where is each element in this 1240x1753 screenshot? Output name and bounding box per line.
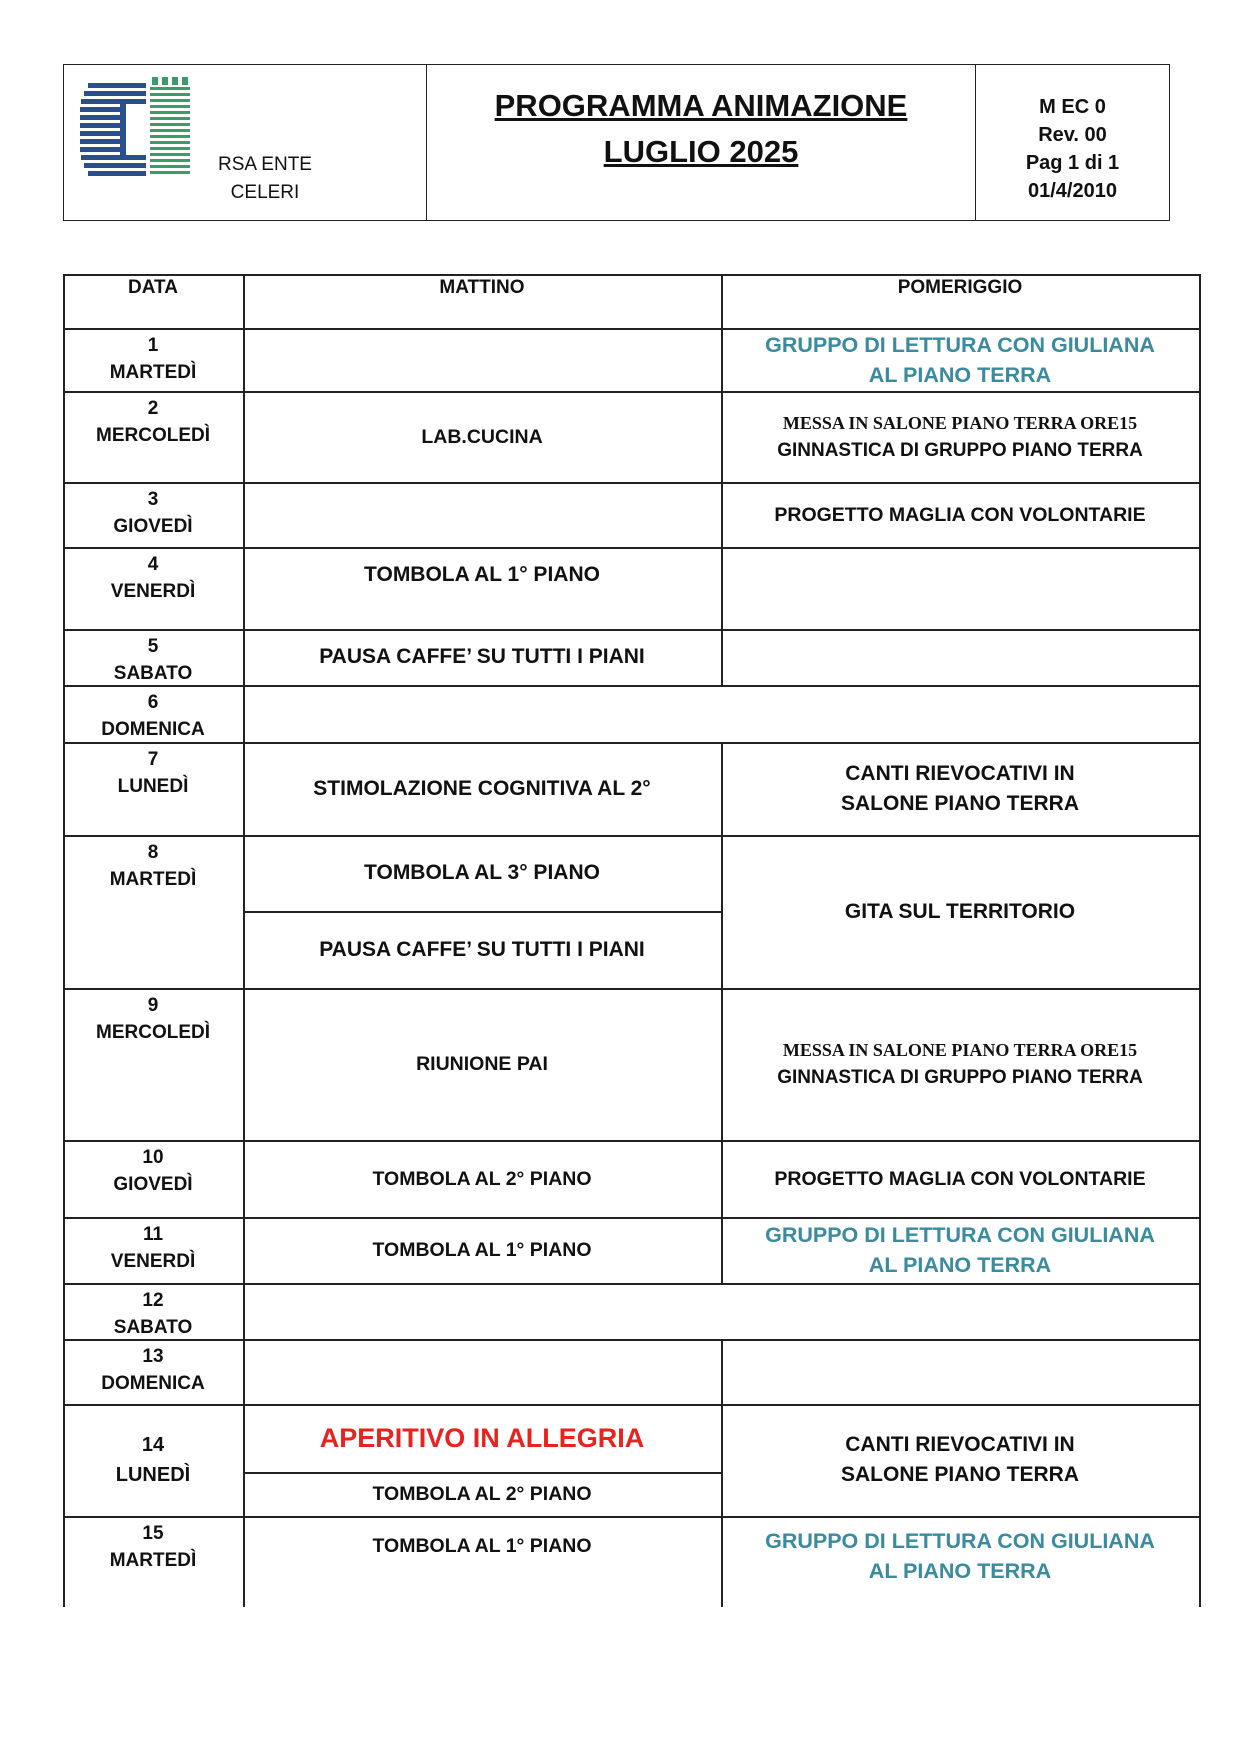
morning-activity: TOMBOLA AL 1° PIANO [372,1239,592,1261]
morning-activity: PAUSA CAFFE’ SU TUTTI I PIANI [319,937,645,961]
date-cell: 10 GIOVEDÌ [113,1147,193,1195]
doc-page: Pag 1 di 1 [1025,152,1120,174]
column-header-mattino: MATTINO [439,277,525,298]
date-cell: 12 SABATO [113,1290,193,1338]
afternoon-activity: MESSA IN SALONE PIANO TERRA ORE15 GINNASTICA DI GRUPPO PIANO TERRA [777,1040,1143,1088]
date-cell: 6 DOMENICA [101,692,205,740]
date-cell: 2 MERCOLEDÌ [96,398,210,446]
morning-activity: TOMBOLA AL 3° PIANO [364,861,600,884]
date-cell: 15 MARTEDÌ [109,1523,197,1571]
morning-activity: TOMBOLA AL 1° PIANO [372,1535,592,1557]
morning-activity-highlight: APERITIVO IN ALLEGRIA [319,1423,645,1453]
afternoon-activity: CANTI RIEVOCATIVI IN SALONE PIANO TERRA [840,1433,1079,1486]
morning-activity: TOMBOLA AL 2° PIANO [372,1483,592,1505]
schedule-table [63,274,1200,1607]
doc-revision: Rev. 00 [1038,124,1107,146]
organization-name-line: RSA ENTE [218,154,312,175]
afternoon-activity: CANTI RIEVOCATIVI IN SALONE PIANO TERRA [840,761,1079,815]
morning-activity: TOMBOLA AL 2° PIANO [372,1167,592,1190]
date-cell: 9 MERCOLEDÌ [96,995,210,1043]
afternoon-activity: MESSA IN SALONE PIANO TERRA ORE15 GINNASTICA DI GRUPPO PIANO TERRA [777,412,1143,461]
afternoon-activity: PROGETTO MAGLIA CON VOLONTARIE [774,1167,1146,1190]
morning-activity: LAB.CUCINA [421,425,543,448]
date-cell: 8 MARTEDÌ [109,842,197,890]
organization-name-line: CELERI [230,182,300,203]
document-meta [976,65,1169,220]
date-cell: 3 GIOVEDÌ [113,489,193,537]
document-title: PROGRAMMA ANIMAZIONE [494,88,908,123]
doc-code: M EC 0 [1039,96,1106,118]
doc-date: 01/4/2010 [1028,180,1117,202]
title-cell [427,65,976,220]
date-cell: 11 VENERDÌ [110,1224,196,1272]
morning-activity: RIUNIONE PAI [416,1053,548,1075]
morning-activity: TOMBOLA AL 1° PIANO [364,563,600,586]
date-cell: 13 DOMENICA [101,1346,205,1394]
date-cell: 1 MARTEDÌ [109,335,197,383]
morning-activity: STIMOLAZIONE COGNITIVA AL 2° [313,776,651,800]
date-cell: 5 SABATO [113,636,193,684]
date-cell: 7 LUNEDÌ [117,749,189,797]
afternoon-activity: GRUPPO DI LETTURA CON GIULIANA AL PIANO TERRA [765,1529,1155,1583]
date-cell: 14 LUNEDÌ [115,1434,191,1486]
afternoon-activity: GITA SUL TERRITORIO [844,899,1076,923]
document-header [63,64,1170,221]
organization-name [210,151,320,207]
column-header-pomeriggio: POMERIGGIO [897,277,1023,298]
logo-cell [64,65,427,220]
afternoon-activity: GRUPPO DI LETTURA CON GIULIANA AL PIANO TERRA [765,1223,1155,1277]
afternoon-activity: PROGETTO MAGLIA CON VOLONTARIE [774,503,1146,526]
morning-activity: PAUSA CAFFE’ SU TUTTI I PIANI [319,645,645,668]
date-cell: 4 VENERDÌ [110,554,196,602]
column-header-data: DATA [128,277,178,298]
afternoon-activity: GRUPPO DI LETTURA CON GIULIANA AL PIANO TERRA [765,332,1155,387]
document-subtitle: LUGLIO 2025 [603,134,799,169]
rsa-logo-icon [80,77,210,187]
